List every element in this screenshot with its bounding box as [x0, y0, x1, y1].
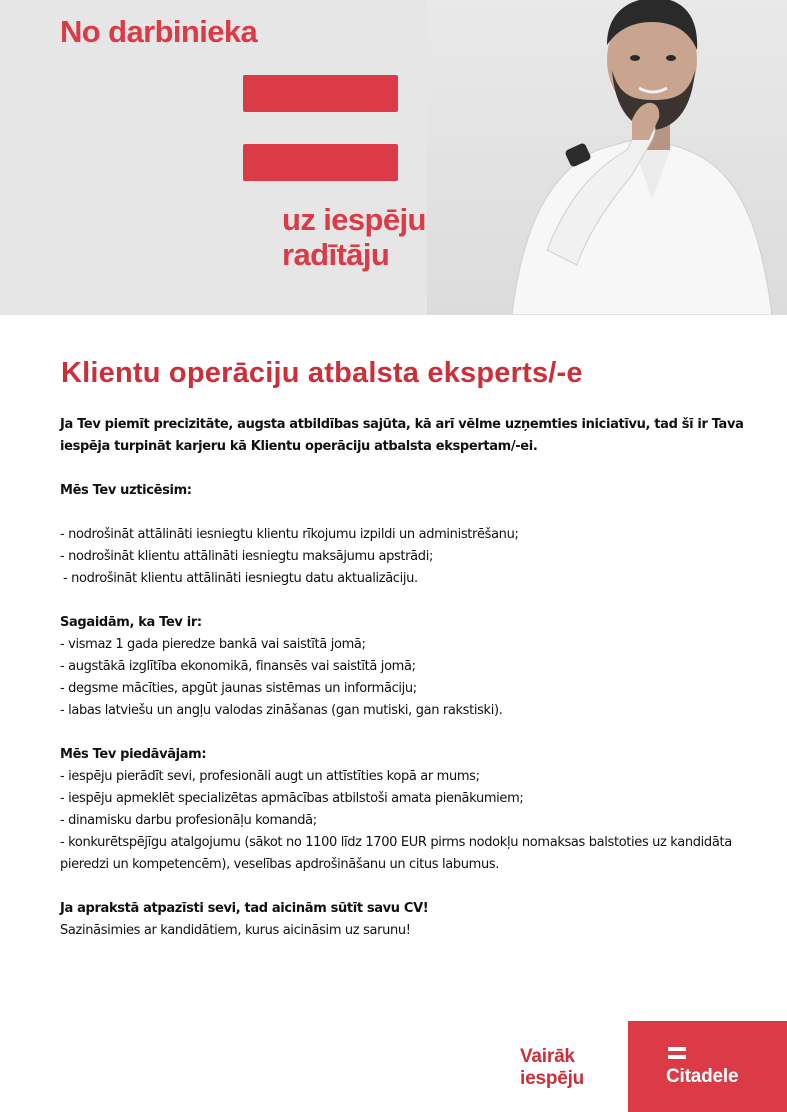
- cta-text: Sazināsimies ar kandidātiem, kurus aicināsim uz sarunu!: [60, 923, 411, 938]
- list-item: - dinamisku darbu profesionāļu komandā;: [60, 810, 760, 832]
- job-description: [60, 414, 760, 942]
- slogan-line1: Vairāk: [520, 1046, 575, 1067]
- hero-banner: [0, 0, 787, 315]
- list-item: - nodrošināt attālināti iesniegtu klientu rīkojumu izpildi un administrēšanu;: [60, 524, 760, 546]
- list-item: - iespēju apmeklēt specializētas apmācības atbilstoši amata pienākumiem;: [60, 788, 760, 810]
- requirements-list: [60, 634, 760, 722]
- list-item: - augstākā izglītība ekonomikā, finansēs vai saistītā jomā;: [60, 656, 760, 678]
- list-item: - nodrošināt klientu attālināti iesniegtu datu aktualizāciju.: [60, 568, 760, 590]
- list-item: - nodrošināt klientu attālināti iesniegtu maksājumu apstrādi;: [60, 546, 760, 568]
- hero-subtitle-line1: uz iespēju: [282, 202, 426, 237]
- equals-bar-top: [243, 75, 398, 112]
- hero-subtitle-line2: radītāju: [282, 237, 390, 272]
- equals-bar-bottom: [243, 144, 398, 181]
- offer-heading: Mēs Tev piedāvājam:: [60, 747, 207, 762]
- job-title: Klientu operāciju atbalsta eksperts/-e: [61, 357, 583, 389]
- portrait-photo: [427, 0, 787, 315]
- intro-text: Ja Tev piemīt precizitāte, augsta atbildības sajūta, kā arī vēlme uzņemties iniciatīvu, tad šī ir Tava iespēja turpināt karjeru kā Klientu operāciju atbalsta ekspertam/-ei.: [60, 417, 744, 454]
- requirements-heading: Sagaidām, ka Tev ir:: [60, 615, 202, 630]
- slogan-line2: iespēju: [520, 1068, 585, 1089]
- tasks-heading: Mēs Tev uzticēsim:: [60, 483, 192, 498]
- cta-heading: Ja aprakstā atpazīsti sevi, tad aicinām sūtīt savu CV!: [60, 901, 429, 916]
- list-item: - labas latviešu un angļu valodas zināšanas (gan mutiski, gan rakstiski).: [60, 700, 760, 722]
- citadele-logo: [628, 1021, 787, 1112]
- equals-icon: [668, 1047, 686, 1059]
- tasks-list: [60, 524, 760, 590]
- offer-list: [60, 766, 760, 876]
- footer-slogan: [520, 1046, 584, 1090]
- list-item: - vismaz 1 gada pieredze bankā vai saistītā jomā;: [60, 634, 760, 656]
- list-item: - konkurētspējīgu atalgojumu (sākot no 1100 līdz 1700 EUR pirms nodokļu nomaksas balstoties uz kandidāta pieredzi un kompetencēm), veselības apdrošināšanu un citus labumus.: [60, 832, 760, 876]
- hero-subtitle: [282, 202, 426, 272]
- list-item: - iespēju pierādīt sevi, profesionāli augt un attīstīties kopā ar mums;: [60, 766, 760, 788]
- list-item: - degsme mācīties, apgūt jaunas sistēmas un informāciju;: [60, 678, 760, 700]
- logo-text: Citadele: [666, 1066, 739, 1087]
- hero-title: No darbinieka: [60, 14, 258, 49]
